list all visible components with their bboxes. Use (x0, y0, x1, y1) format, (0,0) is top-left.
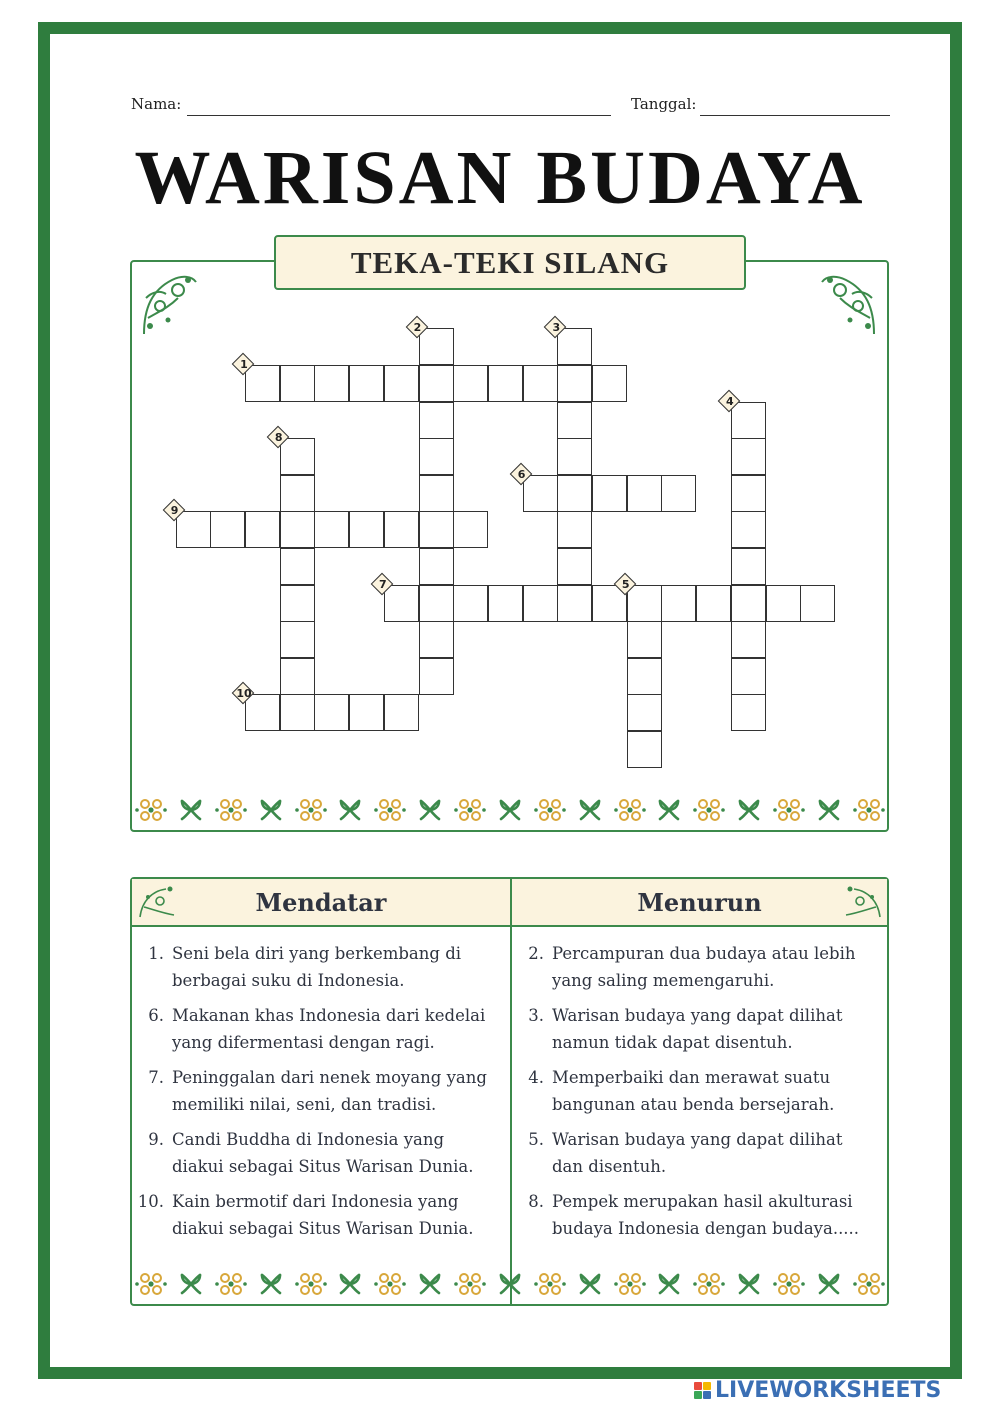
ornament-border-top-panel (134, 792, 886, 828)
crossword-cell[interactable] (384, 694, 419, 731)
flower-ornament-icon (613, 1269, 647, 1299)
crossword-cell[interactable] (557, 511, 592, 548)
crossword-cell[interactable] (384, 511, 419, 548)
name-field[interactable] (187, 115, 611, 116)
clue-number-marker (233, 354, 255, 376)
crossword-cell[interactable] (314, 511, 349, 548)
leaf-cross-ornament-icon (258, 797, 284, 823)
flower-ornament-icon (772, 795, 806, 825)
leaf-cross-ornament-icon (337, 797, 363, 823)
crossword-cell[interactable] (557, 475, 592, 512)
flower-ornament-icon (533, 795, 567, 825)
crossword-cell[interactable] (280, 475, 315, 512)
clue-item-number: 2. (528, 944, 544, 963)
crossword-cell[interactable] (280, 694, 315, 731)
clue-item-number: 4. (528, 1068, 544, 1087)
clues-divider (510, 879, 512, 1304)
date-field[interactable] (700, 115, 890, 116)
crossword-cell[interactable] (557, 438, 592, 475)
clue-number: 8 (274, 431, 283, 445)
flower-ornament-icon (852, 795, 886, 825)
logo-squares-icon (694, 1382, 711, 1399)
crossword-cell[interactable] (280, 511, 315, 548)
clue-number-marker (372, 574, 394, 596)
flower-ornament-icon (294, 1269, 328, 1299)
clue-number: 6 (517, 467, 526, 481)
clue-item-number: 1. (148, 944, 164, 963)
crossword-cell[interactable] (731, 511, 766, 548)
flourish-clue-right-icon (842, 883, 884, 921)
flower-ornament-icon (134, 1269, 168, 1299)
crossword-cell[interactable] (627, 694, 662, 731)
flower-ornament-icon (373, 1269, 407, 1299)
crossword-cell[interactable] (523, 365, 558, 402)
ornament-border-clues-panel (134, 1266, 886, 1302)
flower-ornament-icon (692, 795, 726, 825)
clue-item-text: Candi Buddha di Indonesia yang diakui sebagai Situs Warisan Dunia. (172, 1130, 474, 1176)
clue-number-marker (233, 683, 255, 705)
flower-ornament-icon (613, 795, 647, 825)
logo-text: LIVEWORKSHEETS (715, 1377, 942, 1403)
clue-item-text: Peninggalan dari nenek moyang yang memiliki nilai, seni, dan tradisi. (172, 1068, 487, 1114)
name-label: Nama: (131, 95, 182, 113)
clue-number: 5 (621, 577, 630, 591)
clue-number-marker (511, 464, 533, 486)
crossword-cell[interactable] (592, 365, 627, 402)
crossword-cell[interactable] (557, 402, 592, 439)
leaf-cross-ornament-icon (736, 797, 762, 823)
crossword-cell[interactable] (557, 365, 592, 402)
crossword-cell[interactable] (453, 365, 488, 402)
crossword-cell[interactable] (627, 731, 662, 768)
date-label: Tanggal: (631, 95, 697, 113)
flower-ornament-icon (214, 795, 248, 825)
crossword-cell[interactable] (280, 658, 315, 695)
clue-item-number: 5. (528, 1130, 544, 1149)
crossword-cell[interactable] (627, 658, 662, 695)
crossword-cell[interactable] (349, 365, 384, 402)
crossword-cell[interactable] (800, 585, 835, 622)
flower-ornament-icon (772, 1269, 806, 1299)
crossword-cell[interactable] (627, 475, 662, 512)
crossword-cell[interactable] (488, 365, 523, 402)
flower-ornament-icon (533, 1269, 567, 1299)
leaf-cross-ornament-icon (656, 1271, 682, 1297)
leaf-cross-ornament-icon (417, 1271, 443, 1297)
liveworksheets-logo (694, 1378, 941, 1402)
leaf-cross-ornament-icon (816, 1271, 842, 1297)
clue-number-marker (615, 574, 637, 596)
crossword-cell[interactable] (419, 365, 454, 402)
flourish-clue-left-icon (136, 883, 178, 921)
clue-number: 9 (170, 504, 179, 518)
clue-number-marker (545, 317, 567, 339)
crossword-cell[interactable] (557, 548, 592, 585)
clue-item-number: 8. (528, 1192, 544, 1211)
crossword-cell[interactable] (731, 585, 766, 622)
crossword-cell[interactable] (557, 585, 592, 622)
leaf-cross-ornament-icon (656, 797, 682, 823)
flower-ornament-icon (134, 795, 168, 825)
clue-number: 3 (552, 321, 561, 335)
clue-item-text: Warisan budaya yang dapat dilihat dan disentuh. (552, 1130, 843, 1176)
clue-number: 10 (236, 687, 252, 701)
flourish-top-right-icon (818, 268, 880, 340)
clue-item-text: Kain bermotif dari Indonesia yang diakui sebagai Situs Warisan Dunia. (172, 1192, 474, 1238)
leaf-cross-ornament-icon (178, 797, 204, 823)
leaf-cross-ornament-icon (258, 1271, 284, 1297)
crossword-cell[interactable] (661, 585, 696, 622)
flower-ornament-icon (852, 1269, 886, 1299)
crossword-cell[interactable] (523, 585, 558, 622)
crossword-cell[interactable] (280, 365, 315, 402)
clue-number-marker (719, 391, 741, 413)
crossword-cell[interactable] (419, 402, 454, 439)
clue-number: 7 (378, 577, 387, 591)
crossword-cell[interactable] (731, 621, 766, 658)
crossword-cell[interactable] (419, 658, 454, 695)
clue-number: 1 (240, 358, 248, 371)
clue-item-text: Pempek merupakan hasil akulturasi budaya Indonesia dengan budaya..... (552, 1192, 860, 1238)
crossword-cell[interactable] (384, 365, 419, 402)
leaf-cross-ornament-icon (816, 797, 842, 823)
crossword-cell[interactable] (349, 694, 384, 731)
crossword-cell[interactable] (419, 621, 454, 658)
crossword-cell[interactable] (731, 475, 766, 512)
flower-ornament-icon (373, 795, 407, 825)
crossword-cell[interactable] (419, 511, 454, 548)
clue-item-number: 10. (137, 1192, 164, 1211)
clue-number-marker (164, 500, 186, 522)
page-title: WARISAN BUDAYA (134, 136, 866, 220)
crossword-cell[interactable] (280, 621, 315, 658)
crossword-cell[interactable] (696, 585, 731, 622)
crossword-cell[interactable] (314, 694, 349, 731)
crossword-cell[interactable] (731, 548, 766, 585)
crossword-cell[interactable] (245, 511, 280, 548)
crossword-cell[interactable] (731, 658, 766, 695)
leaf-cross-ornament-icon (497, 1271, 523, 1297)
crossword-cell[interactable] (453, 585, 488, 622)
clue-item-number: 9. (148, 1130, 164, 1149)
clue-item-text: Warisan budaya yang dapat dilihat namun tidak dapat disentuh. (552, 1006, 843, 1052)
clue-item-number: 6. (148, 1006, 164, 1025)
crossword-cell[interactable] (731, 694, 766, 731)
crossword-cell[interactable] (280, 548, 315, 585)
clue-item-text: Percampuran dua budaya atau lebih yang saling memengaruhi. (552, 944, 856, 990)
clue-item-number: 3. (528, 1006, 544, 1025)
clue-item-number: 7. (148, 1068, 164, 1087)
flourish-top-left-icon (138, 268, 200, 340)
clue-number: 2 (413, 321, 422, 335)
flower-ornament-icon (453, 1269, 487, 1299)
crossword-cell[interactable] (661, 475, 696, 512)
crossword-cell[interactable] (419, 438, 454, 475)
crossword-cell[interactable] (314, 365, 349, 402)
clue-number-marker (407, 317, 429, 339)
leaf-cross-ornament-icon (178, 1271, 204, 1297)
clue-number: 4 (725, 394, 734, 408)
flower-ornament-icon (692, 1269, 726, 1299)
clue-item-text: Seni bela diri yang berkembang di berbagai suku di Indonesia. (172, 944, 462, 990)
crossword-cell[interactable] (627, 621, 662, 658)
flower-ornament-icon (453, 795, 487, 825)
crossword-cell[interactable] (488, 585, 523, 622)
crossword-cell[interactable] (766, 585, 801, 622)
leaf-cross-ornament-icon (577, 797, 603, 823)
clues-header-rule (132, 925, 887, 927)
clue-item-text: Memperbaiki dan merawat suatu bangunan atau benda bersejarah. (552, 1068, 835, 1114)
crossword-cell[interactable] (453, 511, 488, 548)
leaf-cross-ornament-icon (736, 1271, 762, 1297)
leaf-cross-ornament-icon (417, 797, 443, 823)
crossword-cell[interactable] (210, 511, 245, 548)
puzzle-title: TEKA-TEKI SILANG (274, 235, 746, 290)
crossword-cell[interactable] (419, 585, 454, 622)
flower-ornament-icon (294, 795, 328, 825)
down-heading: Menurun (512, 879, 887, 925)
crossword-cell[interactable] (592, 475, 627, 512)
crossword-cell[interactable] (349, 511, 384, 548)
crossword-cell[interactable] (280, 585, 315, 622)
flower-ornament-icon (214, 1269, 248, 1299)
leaf-cross-ornament-icon (497, 797, 523, 823)
clue-item-text: Makanan khas Indonesia dari kedelai yang difermentasi dengan ragi. (172, 1006, 486, 1052)
clue-number-marker (268, 427, 290, 449)
crossword-cell[interactable] (419, 548, 454, 585)
across-heading: Mendatar (132, 879, 510, 925)
leaf-cross-ornament-icon (337, 1271, 363, 1297)
crossword-cell[interactable] (731, 438, 766, 475)
leaf-cross-ornament-icon (577, 1271, 603, 1297)
crossword-cell[interactable] (419, 475, 454, 512)
